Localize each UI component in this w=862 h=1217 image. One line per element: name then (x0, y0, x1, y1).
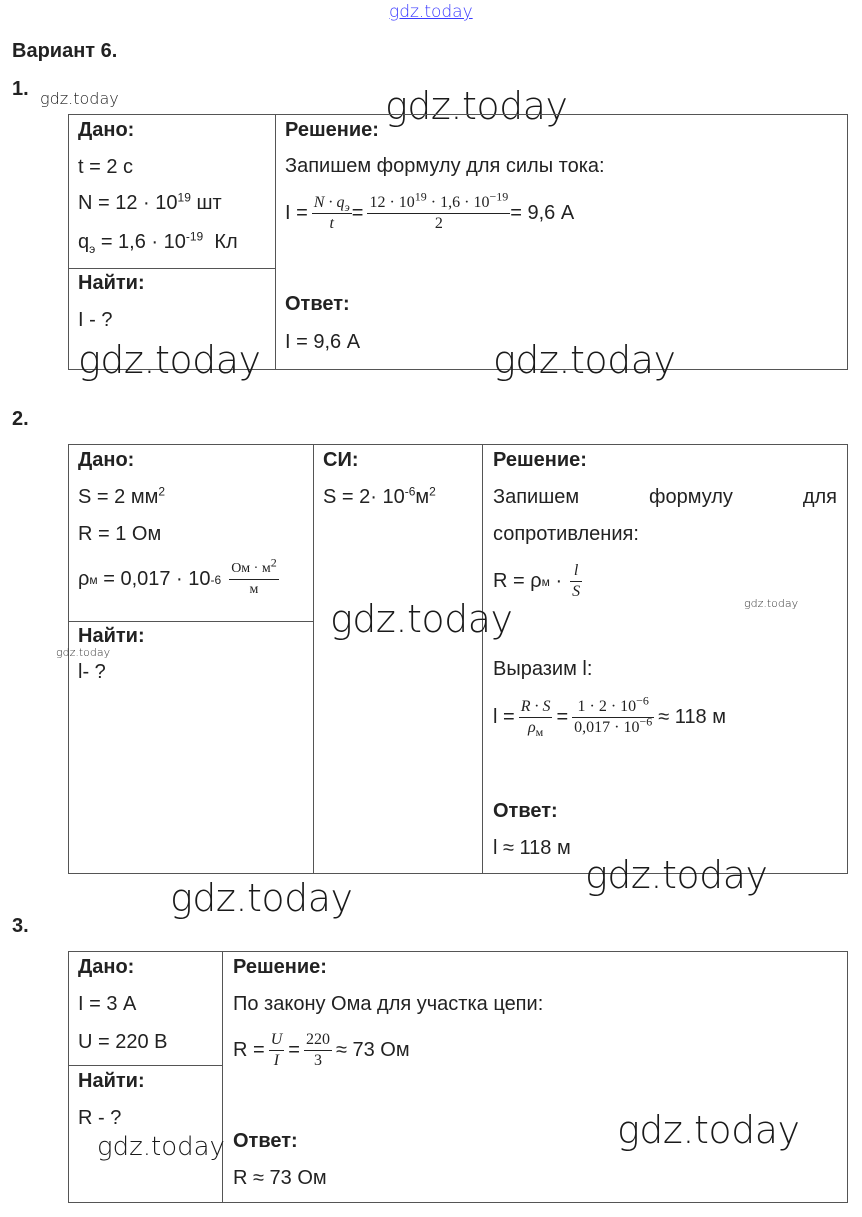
problem-number: 1. (12, 78, 29, 100)
find-label: Найти: (78, 1070, 145, 1092)
si-area: $S = 2\cdot 10^{-6}м^2$ (323, 484, 436, 508)
solution-label: Решение: (233, 956, 327, 978)
solution-intro: По закону Ома для участка цепи: (233, 993, 544, 1015)
problem-2-table (68, 444, 848, 874)
answer-value: l ≈ 118 м (493, 837, 571, 859)
watermark-top-link[interactable]: gdz.today (389, 2, 473, 22)
solution-intro: Запишем формулу для силы тока: (285, 155, 605, 177)
problem-1-table (68, 114, 848, 370)
problem-number: 3. (12, 915, 29, 937)
given-charge: $q_э = 1,6 \cdot 10^{-19}$ Кл (78, 229, 238, 256)
watermark: gdz.today (744, 597, 799, 610)
given-current: I = 3 А (78, 993, 137, 1015)
find-value: I - ? (78, 309, 113, 331)
solution-intro-2: сопротивления: (493, 523, 639, 545)
answer-label: Ответ: (233, 1130, 298, 1152)
formula-resistance: R = ρ м · $\frac{l}{S}$ (493, 562, 581, 600)
watermark: gdz.today (170, 876, 353, 920)
given-count: $N = 12 \cdot 10^{19}$ шт (78, 190, 222, 214)
solution-label: Решение: (493, 449, 587, 471)
formula-current: I = $\frac{N \cdot q_э}{t}$ = $\frac{12 \cdot 10^{19} \cdot 1,6 \cdot 10^{-19}}{2}$ = 9,6 А (285, 189, 575, 232)
given-voltage: U = 220 В (78, 1031, 168, 1053)
watermark: gdz.today (585, 853, 768, 897)
answer-label: Ответ: (285, 293, 350, 315)
si-label: СИ: (323, 449, 359, 471)
answer-value: I = 9,6 А (285, 331, 361, 353)
watermark: gdz.today (97, 1132, 225, 1162)
find-value: l- ? (78, 661, 106, 683)
given-label: Дано: (78, 449, 135, 471)
express-length: Выразим l: (493, 658, 593, 680)
find-label: Найти: (78, 625, 145, 647)
watermark: gdz.today (617, 1108, 800, 1152)
given-resistivity: ρ м = 0,017 · 10 -6 $\frac{Ом \cdot м^2}{м}$ (78, 555, 277, 597)
find-label: Найти: (78, 272, 145, 294)
answer-label: Ответ: (493, 800, 558, 822)
given-label: Дано: (78, 119, 135, 141)
solution-intro: Запишем формулу для (493, 486, 837, 508)
problem-3-table (68, 951, 848, 1203)
given-area: S = 2 $мм^2$ (78, 484, 165, 508)
watermark: gdz.today (385, 84, 568, 128)
given-resistance: R = 1 Ом (78, 523, 162, 545)
variant-title: Вариант 6. (12, 40, 118, 62)
formula-length: l = $\frac{R \cdot S}{\rho_м}$ = $\frac{1 \cdot 2 \cdot 10^{-6}}{0,017 \cdot 10^{-6}}$ ≈ 118 м (493, 693, 726, 740)
watermark: gdz.today (330, 597, 513, 641)
given-time: t = 2 с (78, 156, 134, 178)
answer-value: R ≈ 73 Ом (233, 1167, 327, 1189)
watermark: gdz.today (78, 338, 261, 382)
watermark: gdz.today (493, 338, 676, 382)
watermark: gdz.today (40, 89, 119, 108)
problem-number: 2. (12, 408, 29, 430)
given-label: Дано: (78, 956, 135, 978)
solution-label: Решение: (285, 119, 379, 141)
formula-ohm: R = $\frac{U}{I}$ = $\frac{220}{3}$ ≈ 73 Ом (233, 1031, 410, 1069)
watermark: gdz.today (56, 646, 111, 659)
find-value: R - ? (78, 1107, 122, 1129)
